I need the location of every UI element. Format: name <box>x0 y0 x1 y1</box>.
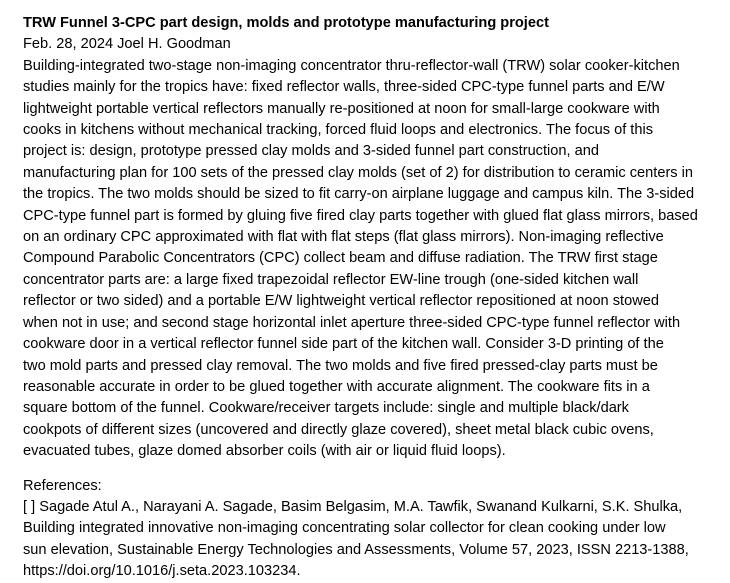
section-spacer <box>23 463 723 476</box>
abstract-line: lightweight portable vertical reflectors manually re-positioned at noon for small-large cookware with <box>23 100 660 117</box>
reference-entry <box>23 497 723 583</box>
abstract-line: evacuated tubes, glaze domed absorber coils (with air or liquid fluid loops). <box>23 443 506 460</box>
abstract-line: the tropics. The two molds should be sized to fit carry-on airplane luggage and campus kiln. The 3-sided <box>23 186 695 203</box>
abstract-line: project is: design, prototype pressed clay molds and 3-sided funnel part construction, and <box>23 143 599 160</box>
abstract-line: on an ordinary CPC approximated with flat with flat steps (flat glass mirrors). Non-imaging reflective <box>23 229 664 246</box>
abstract-line: reasonable accurate in order to be glued together with accurate alignment. The cookware fits in a <box>23 378 650 395</box>
references-heading: References: <box>23 477 102 494</box>
abstract-line: concentrator parts are: a large fixed trapezoidal reflector EW-line trough (one-sided kitchen wall <box>23 271 639 288</box>
abstract-line: cookpots of different sizes (uncovered and directly glaze covered), sheet metal black cubic ovens, <box>23 421 654 438</box>
abstract-line: two mold parts and pressed clay removal. The two molds and five fired pressed-clay parts must be <box>23 357 658 374</box>
abstract-line: reflector or two sided) and a portable E/W lightweight vertical reflector repositioned at noon stowed <box>23 293 659 310</box>
abstract-line: when not in use; and second stage horizontal inlet aperture three-sided CPC-type funnel reflector with <box>23 314 681 331</box>
abstract-line: cookware door in a vertical reflector funnel side part of the kitchen wall. Consider 3-D printing of the <box>23 336 664 353</box>
abstract-line: Building-integrated two-stage non-imaging concentrator thru-reflector-wall (TRW) solar cooker-kitchen <box>23 57 680 74</box>
abstract-line: studies mainly for the tropics have: fixed reflector walls, three-sided CPC-type funnel parts and E/W <box>23 79 665 96</box>
abstract-paragraph <box>23 56 723 463</box>
reference-line: Building integrated innovative non-imaging concentrating solar collector for clean cooking under low <box>23 520 666 537</box>
document <box>23 13 723 583</box>
abstract-line: manufacturing plan for 100 sets of the pressed clay molds (set of 2) for distribution to ceramic centers in <box>23 164 694 181</box>
reference-line: [ ] Sagade Atul A., Narayani A. Sagade, Basim Belgasim, M.A. Tawfik, Swanand Kulkarni, S.K. Shulka, <box>23 498 683 515</box>
reference-line: sun elevation, Sustainable Energy Technologies and Assessments, Volume 57, 2023, ISSN 2213-1388, <box>23 541 689 558</box>
document-title: TRW Funnel 3-CPC part design, molds and prototype manufacturing project <box>23 15 549 31</box>
abstract-line: square bottom of the funnel. Cookware/receiver targets include: single and multiple black/dark <box>23 400 629 417</box>
document-byline: Feb. 28, 2024 Joel H. Goodman <box>23 36 231 53</box>
abstract-line: Compound Parabolic Concentrators (CPC) collect beam and diffuse radiation. The TRW first stage <box>23 250 658 267</box>
abstract-line: cooks in kitchens without mechanical tracking, forced fluid loops and electronics. The focus of this <box>23 122 654 139</box>
abstract-line: CPC-type funnel part is formed by gluing five fired clay parts together with glued flat glass mirrors, based <box>23 207 698 224</box>
reference-doi-line: https://doi.org/10.1016/j.seta.2023.103234. <box>23 563 301 580</box>
